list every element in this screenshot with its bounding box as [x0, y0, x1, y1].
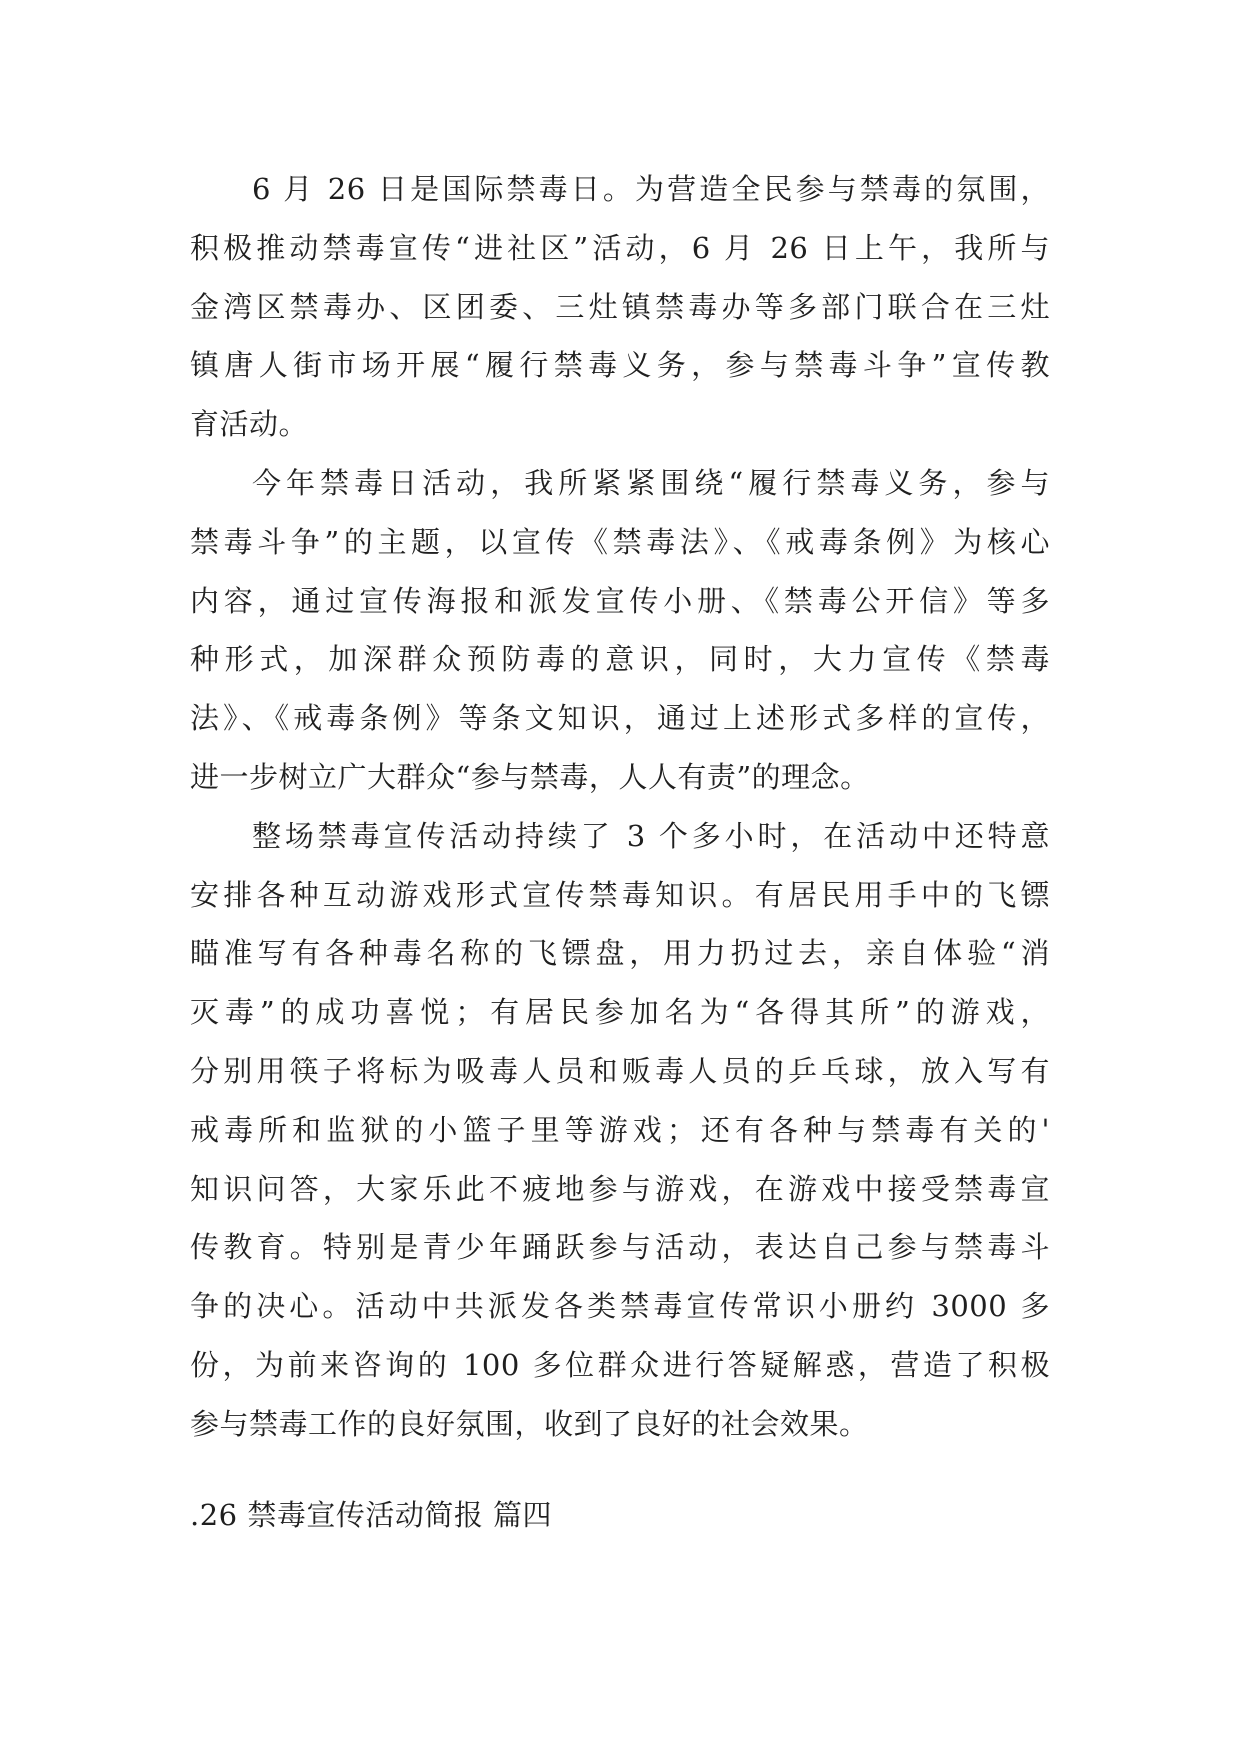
paragraph-2-line-4: 种形式，加深群众预防毒的意识，同时，大力宣传《禁毒 [190, 642, 1050, 677]
section-heading: .26 禁毒宣传活动简报 篇四 [190, 1498, 553, 1532]
paragraph-3-line-10: 份，为前来咨询的 100 多位群众进行答疑解惑，营造了积极 [190, 1347, 1050, 1382]
paragraph-2-line-2: 禁毒斗争”的主题，以宣传《禁毒法》、《戒毒条例》为核心 [190, 524, 1050, 559]
paragraph-3-line-2: 安排各种互动游戏形式宣传禁毒知识。有居民用手中的飞镖 [190, 877, 1050, 912]
paragraph-3-line-8: 传教育。特别是青少年踊跃参与活动，表达自己参与禁毒斗 [190, 1230, 1050, 1265]
paragraph-3-line-7: 知识问答，大家乐此不疲地参与游戏，在游戏中接受禁毒宣 [190, 1171, 1050, 1206]
paragraph-1-line-5: 育活动。 [190, 407, 309, 442]
document-body [190, 160, 1050, 1454]
paragraph-3-line-3: 瞄准写有各种毒名称的飞镖盘，用力扔过去，亲自体验“消 [190, 936, 1050, 971]
paragraph-1-line-1: 6 月 26 日是国际禁毒日。为营造全民参与禁毒的氛围， [252, 172, 1050, 206]
paragraph-3-line-11: 参与禁毒工作的良好氛围，收到了良好的社会效果。 [190, 1406, 869, 1441]
paragraph-3-line-4: 灭毒”的成功喜悦；有居民参加名为“各得其所”的游戏， [190, 995, 1050, 1030]
paragraph-3-line-1: 整场禁毒宣传活动持续了 3 个多小时，在活动中还特意 [252, 818, 1050, 853]
paragraph-2-line-3: 内容，通过宣传海报和派发宣传小册、《禁毒公开信》等多 [190, 583, 1050, 618]
paragraph-1-line-3: 金湾区禁毒办、区团委、三灶镇禁毒办等多部门联合在三灶 [190, 289, 1050, 324]
paragraph-2-line-6: 进一步树立广大群众“参与禁毒，人人有责”的理念。 [190, 759, 870, 794]
paragraph-3-line-9: 争的决心。活动中共派发各类禁毒宣传常识小册约 3000 多 [190, 1289, 1050, 1324]
paragraph-1-line-4: 镇唐人街市场开展“履行禁毒义务，参与禁毒斗争”宣传教 [190, 348, 1050, 383]
paragraph-2-line-5: 法》、《戒毒条例》等条文知识，通过上述形式多样的宣传， [190, 701, 1050, 736]
paragraph-1-line-2: 积极推动禁毒宣传“进社区”活动，6 月 26 日上午，我所与 [190, 230, 1050, 265]
paragraph-3-line-6: 戒毒所和监狱的小篮子里等游戏；还有各种与禁毒有关的' [190, 1112, 1050, 1147]
paragraph-2-line-1: 今年禁毒日活动，我所紧紧围绕“履行禁毒义务，参与 [252, 465, 1050, 500]
paragraph-3-line-5: 分别用筷子将标为吸毒人员和贩毒人员的乒乓球，放入写有 [190, 1053, 1050, 1088]
